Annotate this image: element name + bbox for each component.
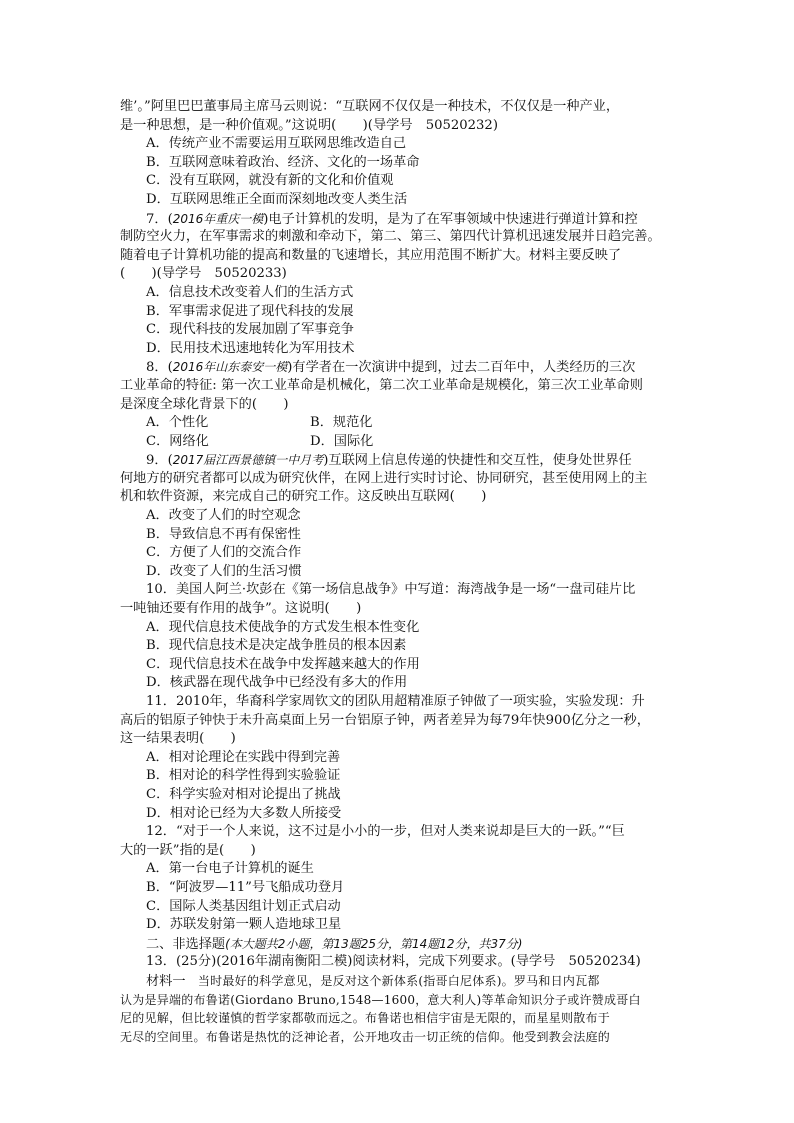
q7-stem-line1 <box>120 210 680 229</box>
q6-stem-line2: 是一种思想，是一种价值观。”这说明( )(导学号 50520232) <box>120 117 498 133</box>
q12-option-a: A．第一台电子计算机的诞生 <box>146 861 314 877</box>
q11-stem-line1: 11．2010年，华裔科学家周钦文的团队用超精准原子钟做了一项实验，实验发现：升 <box>146 694 645 709</box>
exam-page <box>120 98 680 1046</box>
q7-stem-line2: 制防空火力，在军事需求的刺激和牵动下，第二、第三、第四代计算机迅速发展并日趋完善。 <box>120 229 661 245</box>
q11-option-c: C．科学实验对相对论提出了挑战 <box>146 786 341 802</box>
q6-stem-line1: 维’。”阿里巴巴董事局主席马云则说：“互联网不仅仅是一种技术，不仅仅是一种产业， <box>120 99 620 114</box>
q10-stem-line2: 一吨铀还要有作用的战争”。这说明( ) <box>120 601 362 617</box>
q7-option-c: C．现代科技的发展加剧了军事竞争 <box>146 322 354 338</box>
q9-stem-line2: 何地方的研究者都可以成为研究伙伴，在网上进行实时讨论、协同研究，甚至使用网上的主 <box>120 470 648 486</box>
q8-options-row2 <box>120 433 680 452</box>
q12-option-d: D．苏联发射第一颗人造地球卫星 <box>146 917 342 933</box>
q10-option-d: D．核武器在现代战争中已经没有多大的作用 <box>146 675 408 691</box>
q11-stem-line2: 高后的铝原子钟快于未升高桌面上另一台铝原子钟，两者差异为每79年快900亿分之一秒， <box>120 712 650 728</box>
q8-stem-line3: 是深度全球化背景下的( ) <box>120 396 289 412</box>
q10-option-a: A．现代信息技术使战争的方式发生根本性变化 <box>146 619 420 635</box>
q11-stem-line3: 这一结果表明( ) <box>120 731 236 747</box>
q8-stem-line1 <box>120 358 680 377</box>
q6-option-b: B．互联网意味着政治、经济、文化的一场革命 <box>146 154 420 170</box>
q6-option-c: C．没有互联网，就没有新的文化和价值观 <box>146 173 394 189</box>
q9-option-d: D．改变了人们的生活习惯 <box>146 563 302 579</box>
q8-option-a: A．个性化 <box>146 415 209 431</box>
q13-material-line2: 认为是异端的布鲁诺(Giordano Bruno,1548—1600，意大利人)等革命知识分子或许赞成哥白 <box>120 992 641 1007</box>
q10-option-b: B．现代信息技术是决定战争胜员的根本因素 <box>146 638 407 654</box>
q11-option-a: A．相对论理论在实践中得到完善 <box>146 749 341 765</box>
section2-label: 二、非选择题 <box>146 936 226 952</box>
q10-stem-line1: 10．美国人阿兰·坎彭在《第一场信息战争》中写道：海湾战争是一场“一盘司硅片比 <box>146 582 636 598</box>
q7-stem-line4: ( )(导学号 50520233) <box>120 266 287 282</box>
q13-material-line1 <box>120 972 680 991</box>
q13-material-line3: 尼的见解，但比较谨慎的哲学家都敬而远之。布鲁诺也相信宇宙是无限的，而星星则散布于 <box>120 1011 611 1026</box>
q8-stem-line2: 工业革命的特征: 第一次工业革命是机械化，第二次工业革命是规模化，第三次工业革命则 <box>120 377 643 393</box>
q9-option-b: B．导致信息不再有保密性 <box>146 526 301 542</box>
q12-stem-line2: 大的一跃”指的是( ) <box>120 842 256 858</box>
q13-material-label: 材料一 <box>146 973 186 989</box>
q8-option-b: B．规范化 <box>310 415 373 431</box>
q8-option-c: C．网络化 <box>146 433 209 449</box>
q7-source: 2016年重庆一模 <box>172 211 264 226</box>
q11-option-b: B．相对论的科学性得到实验验证 <box>146 768 341 784</box>
q12-option-b: B．“阿波罗—11”号飞船成功登月 <box>146 879 345 895</box>
q9-option-c: C．方便了人们的交流合作 <box>146 545 302 561</box>
q9-option-a: A．改变了人们的时空观念 <box>146 508 301 524</box>
q8-source: 2016年山东泰安一模 <box>172 360 288 375</box>
q7-option-b: B．军事需求促进了现代科技的发展 <box>146 303 354 319</box>
q9-source: 2017届江西景德镇一中月考 <box>172 453 324 468</box>
q13-stem-line1: 13．(25分)(2016年湖南衡阳二模)阅读材料，完成下列要求。(导学号 50520234) <box>146 954 641 970</box>
q12-option-c: C．国际人类基因组计划正式启动 <box>146 898 341 914</box>
q10-option-c: C．现代信息技术在战争中发挥越来越大的作用 <box>146 656 420 672</box>
q13-material-line4: 无尽的空间里。布鲁诺是热忱的泛神论者，公开地攻击一切正统的信仰。他受到教会法庭的 <box>120 1029 611 1044</box>
q9-number: 9．( <box>146 453 173 469</box>
q8-number: 8．( <box>146 360 173 376</box>
q7-stem-text: )电子计算机的发明，是为了在军事领域中快速进行弹道计算和控 <box>263 211 638 227</box>
q12-stem-line1: 12．“对于一个人来说，这不过是小小的一步，但对人类来说却是巨大的一跃。”“巨 <box>146 824 625 840</box>
q7-number: 7．( <box>146 211 173 227</box>
q7-stem-line3: 随着电子计算机功能的提高和数量的飞速增长，其应用范围不断扩大。材料主要反映了 <box>120 247 622 263</box>
q7-option-d: D．民用技术迅速地转化为军用技术 <box>146 340 355 356</box>
q9-stem-line3: 机和软件资源，来完成自己的研究工作。这反映出互联网( ) <box>120 489 487 505</box>
q6-option-d: D．互联网思维正全面而深刻地改变人类生活 <box>146 191 408 207</box>
section2-heading <box>120 935 680 954</box>
q6-option-a: A．传统产业不需要运用互联网思维改造自己 <box>146 136 407 152</box>
q11-option-d: D．相对论已经为大多数人所接受 <box>146 805 342 821</box>
q9-stem-text: )互联网上信息传递的快捷性和交互性，使身处世界任 <box>323 453 632 469</box>
q9-stem-line1 <box>120 451 680 470</box>
section2-note: (本大题共2小题，第13题25分，第14题12分，共37分) <box>225 936 523 951</box>
q8-options-row1 <box>120 414 680 433</box>
q8-stem-text: )有学者在一次演讲中提到，过去二百年中，人类经历的三次 <box>287 360 636 376</box>
q8-option-d: D．国际化 <box>310 433 374 449</box>
q13-material-text1: 当时最好的科学意见，是反对这个新体系(指哥白尼体系)。罗马和日内瓦都 <box>185 973 600 988</box>
q7-option-a: A．信息技术改变着人们的生活方式 <box>146 284 354 300</box>
